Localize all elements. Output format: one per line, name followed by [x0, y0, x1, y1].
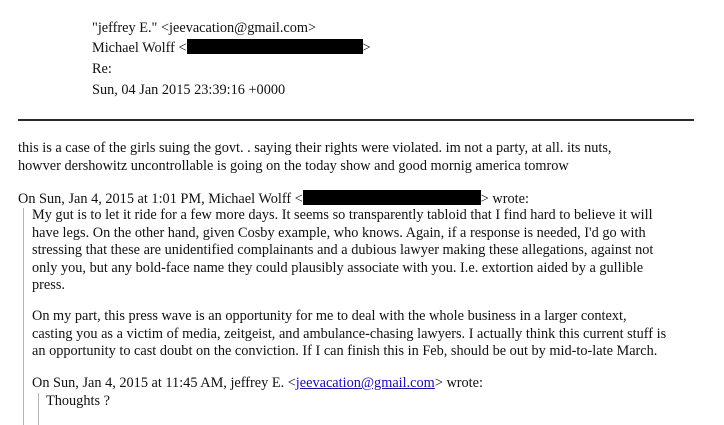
subject-value: Re:	[92, 61, 112, 77]
quoted-paragraph-2	[32, 308, 708, 361]
redaction-box	[303, 190, 481, 205]
quoted-paragraph-1	[32, 207, 708, 295]
reply-body	[18, 140, 708, 175]
nested-body	[46, 393, 646, 411]
quoted-line: have legs. On the other hand, given Cosby example, who knows. Again, if a response is needed, I'd go with	[32, 224, 646, 241]
nested-attribution	[32, 375, 708, 393]
quote-bar	[23, 208, 24, 425]
quoted-line: only you, but any bold-face name they could plausibly associate with you. I.e. extortion aided by a gullible	[32, 259, 644, 276]
nested-line: Thoughts ?	[46, 393, 110, 409]
to-value	[92, 38, 371, 58]
date-value: Sun, 04 Jan 2015 23:39:16 +0000	[92, 82, 286, 98]
header-divider	[18, 119, 694, 121]
to-suffix: >	[362, 40, 371, 56]
quoted-line: On my part, this press wave is an opportunity for me to deal with the whole business in a larger context,	[32, 308, 627, 324]
quoted-line: stressing that these are unidentified complainants and a dubious lawyer making these allegations, against not	[32, 242, 654, 259]
quoted-attribution	[18, 190, 708, 209]
quoted-line: My gut is to let it ride for a few more days. It seems so transparently tabloid that I find hard to believe it will	[32, 207, 653, 223]
attribution-suffix: > wrote:	[480, 191, 529, 207]
email-link[interactable]: jeevacation@gmail.com	[295, 375, 435, 391]
attribution-text: On Sun, Jan 4, 2015 at 1:01 PM, Michael Wolff <	[18, 191, 303, 207]
quoted-line: an opportunity to cast doubt on the conviction. If I can finish this in Feb, should be out by mid-to-late March.	[32, 343, 658, 360]
reply-line: howver dershowitz uncontrollable is going on the today show and good mornig america tomrow	[18, 157, 569, 174]
reply-line: this is a case of the girls suing the govt. . saying their rights were violated. im not a party, at all. its nuts,	[18, 140, 612, 156]
nested-quote-bar	[38, 393, 39, 425]
from-value: "jeffrey E." <jeevacation@gmail.com>	[92, 20, 317, 36]
redaction-box	[187, 39, 363, 54]
nested-attribution-suffix: > wrote:	[434, 375, 483, 391]
quoted-line: casting you as a victim of media, zeitgeist, and ambulance-chasing lawyers. I actually think this current stuff is	[32, 325, 667, 342]
nested-attribution-text: On Sun, Jan 4, 2015 at 11:45 AM, jeffrey E. <	[32, 375, 296, 391]
to-name: Michael Wolff <	[92, 40, 187, 56]
quoted-line: press.	[32, 277, 65, 294]
